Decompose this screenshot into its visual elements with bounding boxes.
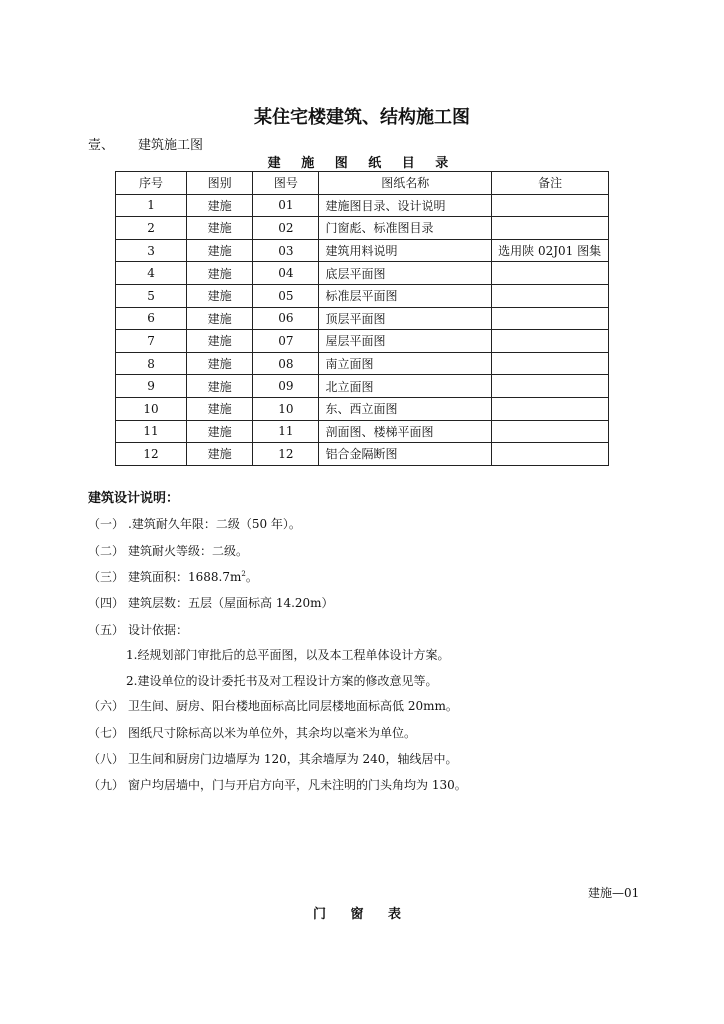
header-remarks: 备注 [492, 172, 609, 195]
note-text: 建筑层数：五层（屋面标高 14.20m） [128, 596, 334, 610]
section-label: 建筑施工图 [138, 138, 204, 153]
cell-drawing-name: 门窗彪、标准图目录 [319, 217, 492, 240]
cell-drawing-name: 顶层平面图 [319, 307, 492, 330]
note-index: （五） [88, 623, 125, 637]
cell-category: 建施 [187, 217, 253, 240]
note-suffix: 。 [245, 570, 258, 584]
section-number: 壹、 [88, 138, 115, 153]
door-window-table-title: 门 窗 表 [312, 907, 412, 922]
note-text: 设计依据： [128, 623, 189, 637]
table-header-row [116, 172, 609, 195]
table-row [116, 352, 609, 375]
cell-drawing-name: 东、西立面图 [319, 397, 492, 420]
note-durability [88, 515, 301, 532]
cell-drawing-name: 南立面图 [319, 352, 492, 375]
note-text: 建筑面积：1688.7m [128, 570, 242, 584]
cell-drawing-no: 04 [253, 262, 319, 285]
cell-remarks [492, 194, 609, 217]
note-text: 建筑耐火等级：二级。 [128, 544, 249, 558]
note-index: （三） [88, 570, 125, 584]
note-units [88, 724, 416, 741]
superscript: 2 [241, 570, 246, 578]
note-text: .建筑耐久年限：二级（50 年）。 [128, 517, 301, 531]
note-fire-rating [88, 542, 248, 559]
cell-drawing-no: 06 [253, 307, 319, 330]
cell-serial: 9 [116, 375, 187, 398]
cell-serial: 12 [116, 443, 187, 466]
cell-drawing-no: 11 [253, 420, 319, 443]
header-serial: 序号 [116, 172, 187, 195]
cell-remarks [492, 397, 609, 420]
table-row [116, 443, 609, 466]
cell-category: 建施 [187, 443, 253, 466]
notes-heading: 建筑设计说明： [88, 491, 180, 506]
cell-category: 建施 [187, 239, 253, 262]
header-drawing-name: 图纸名称 [319, 172, 492, 195]
cell-remarks [492, 307, 609, 330]
table-row [116, 330, 609, 353]
design-basis-item: 1.经规划部门审批后的总平面图，以及本工程单体设计方案。 [126, 648, 450, 662]
cell-drawing-name: 底层平面图 [319, 262, 492, 285]
note-index: （七） [88, 726, 125, 740]
cell-drawing-no: 03 [253, 239, 319, 262]
cell-remarks [492, 443, 609, 466]
table-row [116, 420, 609, 443]
page-number: 建施—01 [588, 886, 640, 900]
note-index: （二） [88, 544, 125, 558]
note-index: （一） [88, 517, 125, 531]
cell-remarks [492, 284, 609, 307]
cell-category: 建施 [187, 352, 253, 375]
note-index: （六） [88, 699, 125, 713]
cell-drawing-no: 10 [253, 397, 319, 420]
cell-drawing-name: 屋层平面图 [319, 330, 492, 353]
cell-remarks [492, 352, 609, 375]
cell-serial: 3 [116, 239, 187, 262]
cell-serial: 8 [116, 352, 187, 375]
note-text: 窗户均居墙中，门与开启方向平，凡未注明的门头角均为 130。 [128, 778, 467, 792]
note-floor-elevation [88, 697, 458, 714]
note-text: 卫生间、厨房、阳台楼地面标高比同层楼地面标高低 20mm。 [128, 699, 458, 713]
cell-category: 建施 [187, 397, 253, 420]
table-row [116, 307, 609, 330]
table-row [116, 262, 609, 285]
note-windows-doors [88, 776, 467, 793]
cell-category: 建施 [187, 284, 253, 307]
note-text: 卫生间和厨房门边墙厚为 120，其余墙厚为 240，轴线居中。 [128, 752, 458, 766]
cell-category: 建施 [187, 330, 253, 353]
cell-serial: 4 [116, 262, 187, 285]
cell-category: 建施 [187, 375, 253, 398]
table-row [116, 239, 609, 262]
note-index: （九） [88, 778, 125, 792]
cell-serial: 7 [116, 330, 187, 353]
drawing-index-table [115, 171, 609, 466]
cell-drawing-no: 01 [253, 194, 319, 217]
cell-remarks: 选用陕 02J01 图集 [492, 239, 609, 262]
note-index: （八） [88, 752, 125, 766]
cell-drawing-no: 09 [253, 375, 319, 398]
cell-remarks [492, 262, 609, 285]
note-index: （四） [88, 596, 125, 610]
cell-drawing-name: 铝合金隔断图 [319, 443, 492, 466]
header-drawing-no: 图号 [253, 172, 319, 195]
cell-serial: 11 [116, 420, 187, 443]
cell-drawing-no: 12 [253, 443, 319, 466]
cell-remarks [492, 330, 609, 353]
cell-drawing-name: 建筑用料说明 [319, 239, 492, 262]
cell-remarks [492, 420, 609, 443]
header-category: 图别 [187, 172, 253, 195]
table-row [116, 217, 609, 240]
cell-drawing-name: 北立面图 [319, 375, 492, 398]
table-row [116, 284, 609, 307]
note-wall-thickness [88, 750, 457, 767]
cell-serial: 5 [116, 284, 187, 307]
note-building-area [88, 568, 258, 585]
cell-serial: 1 [116, 194, 187, 217]
cell-serial: 6 [116, 307, 187, 330]
cell-drawing-no: 02 [253, 217, 319, 240]
design-basis-item: 2.建设单位的设计委托书及对工程设计方案的修改意见等。 [126, 674, 438, 688]
cell-serial: 2 [116, 217, 187, 240]
cell-drawing-no: 08 [253, 352, 319, 375]
table-row [116, 375, 609, 398]
cell-category: 建施 [187, 262, 253, 285]
table-row [116, 397, 609, 420]
cell-drawing-name: 建施图目录、设计说明 [319, 194, 492, 217]
cell-drawing-no: 05 [253, 284, 319, 307]
cell-category: 建施 [187, 194, 253, 217]
note-floors [88, 594, 334, 611]
cell-drawing-name: 标准层平面图 [319, 284, 492, 307]
table-row [116, 194, 609, 217]
document-title: 某住宅楼建筑、结构施工图 [254, 107, 470, 128]
cell-remarks [492, 217, 609, 240]
cell-remarks [492, 375, 609, 398]
note-design-basis [88, 621, 188, 638]
cell-serial: 10 [116, 397, 187, 420]
table-title: 建 施 图 纸 目 录 [267, 156, 457, 171]
cell-drawing-name: 剖面图、楼梯平面图 [319, 420, 492, 443]
cell-drawing-no: 07 [253, 330, 319, 353]
note-text: 图纸尺寸除标高以米为单位外，其余均以毫米为单位。 [128, 726, 417, 740]
cell-category: 建施 [187, 420, 253, 443]
section-heading [88, 134, 203, 153]
cell-category: 建施 [187, 307, 253, 330]
